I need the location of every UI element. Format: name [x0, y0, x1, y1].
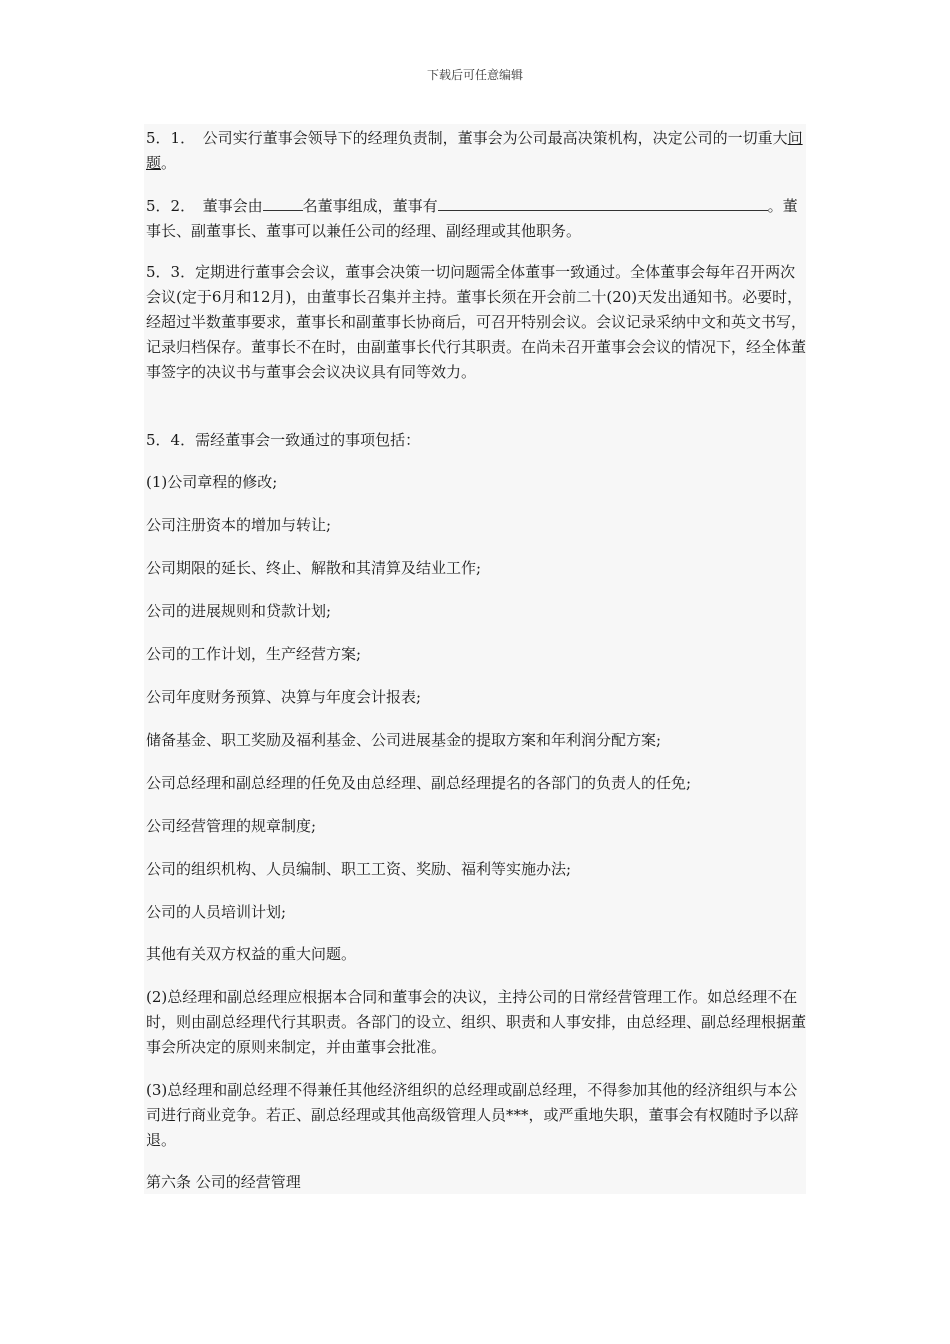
list-item: 储备基金、职工奖励及福利基金、公司进展基金的提取方案和年利润分配方案; — [146, 731, 662, 749]
list-item: 公司年度财务预算、决算与年度会计报表; — [146, 688, 422, 706]
clause-5-1 — [146, 126, 806, 176]
list-item: 公司的进展规则和贷款计划; — [146, 602, 332, 620]
clause-5-1-problem-link[interactable]: 问题 — [146, 129, 803, 172]
clause-2-general-manager: (2)总经理和副总经理应根据本合同和董事会的决议，主持公司的日常经营管理工作。如总经理不在时，则由副总经理代行其职责。各部门的设立、组织、职责和人事安排，由总经理、副总经理根据董事会所决定的原则来制定，并由董事会批准。 — [146, 988, 807, 1056]
clause-5-4: 5．4．需经董事会一致通过的事项包括： — [146, 431, 421, 449]
clause-5-2-text-a: 5．2． 董事会由 — [146, 197, 263, 215]
clause-5-2-text-c: 。董事长、副董事长、董事可以兼任公司的经理、副经理或其他职务。 — [146, 197, 798, 240]
list-item: 公司的人员培训计划; — [146, 903, 287, 921]
list-item: 公司总经理和副总经理的任免及由总经理、副总经理提名的各部门的负责人的任免; — [146, 774, 692, 792]
clause-3-general-manager: (3)总经理和副总经理不得兼任其他经济组织的总经理或副总经理，不得参加其他的经济组织与本公司进行商业竞争。若正、副总经理或其他高级管理人员***，或严重地失职，董事会有权随时予以辞退。 — [146, 1081, 799, 1149]
list-item: 公司注册资本的增加与转让; — [146, 516, 332, 534]
clause-5-3: 5．3．定期进行董事会会议，董事会决策一切问题需全体董事一致通过。全体董事会每年召开两次会议(定于6月和12月)，由董事长召集并主持。董事长须在开会前二十(20)天发出通知书。必要时，经超过半数董事要求，董事长和副董事长协商后，可召开特别会议。会议记录采纳中文和英文书写，记录归档保存。董事长不在时，由副董事长代行其职责。在尚未召开董事会会议的情况下，经全体董事签字的决议书与董事会会议决议具有同等效力。 — [146, 263, 807, 381]
list-item: 公司的工作计划，生产经营方案; — [146, 645, 362, 663]
clause-5-2-text-b: 名董事组成，董事有 — [302, 197, 438, 215]
director-count-blank — [263, 196, 303, 211]
clause-5-2 — [146, 194, 806, 244]
page-header-note: 下载后可任意编辑 — [426, 68, 523, 82]
list-item: 公司经营管理的规章制度; — [146, 817, 317, 835]
document-body — [144, 124, 806, 1194]
section-6-heading: 第六条 公司的经营管理 — [146, 1173, 301, 1191]
list-item: 公司的组织机构、人员编制、职工工资、奖励、福利等实施办法; — [146, 860, 572, 878]
list-item: (1)公司章程的修改; — [146, 473, 278, 491]
list-item: 其他有关双方权益的重大问题。 — [146, 945, 357, 963]
list-item: 公司期限的延长、终止、解散和其清算及结业工作; — [146, 559, 482, 577]
clause-5-1-text: 5．1． 公司实行董事会领导下的经理负责制，董事会为公司最高决策机构，决定公司的一切重大 — [146, 129, 788, 147]
director-names-blank — [438, 196, 768, 211]
clause-5-1-end: 。 — [161, 154, 177, 172]
